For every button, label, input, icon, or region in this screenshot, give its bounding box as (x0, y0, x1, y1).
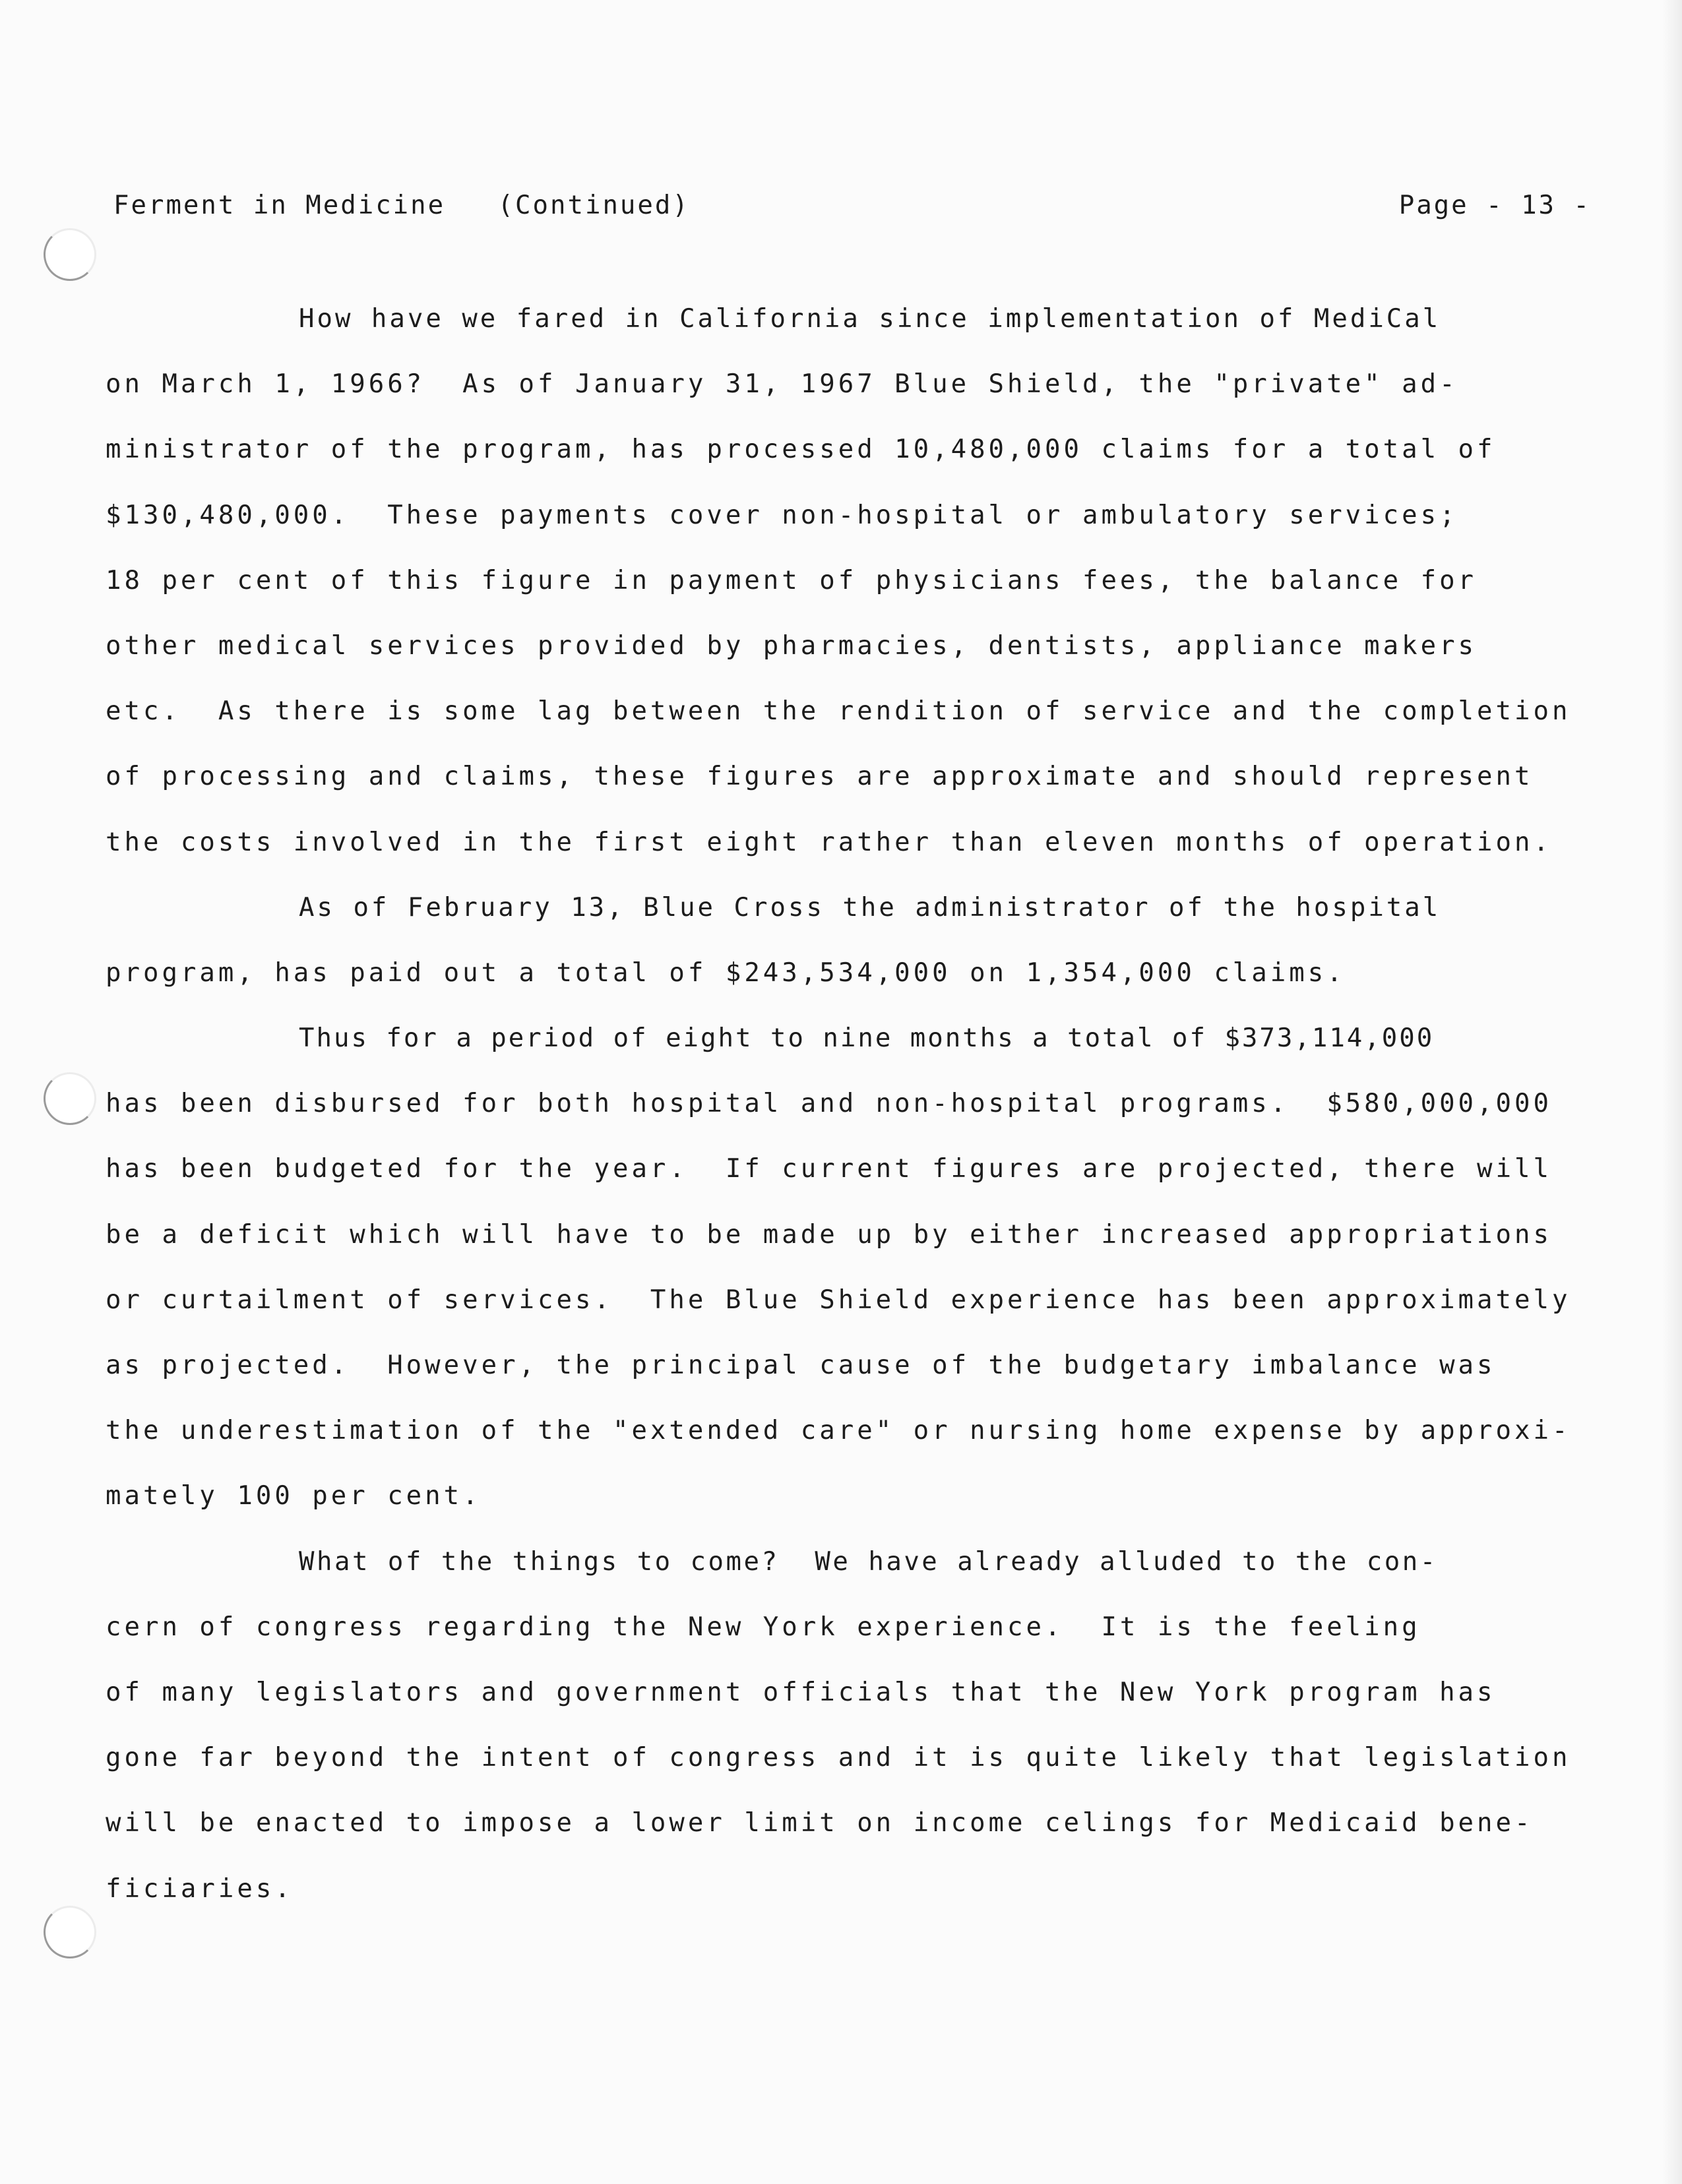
text-line: cern of congress regarding the New York experience. It is the feeling (106, 1612, 1421, 1642)
text-line: As of February 13, Blue Cross the administrator of the hospital (299, 892, 1441, 923)
text-line: Thus for a period of eight to nine months a total of $373,114,000 (299, 1023, 1435, 1054)
paragraph (106, 1529, 1636, 1922)
text-line: be a deficit which will have to be made up by either increased appropriations (106, 1219, 1552, 1250)
paragraph (106, 1006, 1636, 1529)
text-line: has been disbursed for both hospital and non-hospital programs. $580,000,000 (106, 1089, 1552, 1119)
text-line: will be enacted to impose a lower limit on income celings for Medicaid bene- (106, 1808, 1534, 1838)
text-line: other medical services provided by pharmacies, dentists, appliance makers (106, 630, 1478, 661)
text-line: gone far beyond the intent of congress and it is quite likely that legislation (106, 1743, 1571, 1773)
text-line: or curtailment of services. The Blue Shield experience has been approximately (106, 1285, 1571, 1315)
punch-hole-top (44, 228, 96, 281)
text-line: as projected. However, the principal cause of the budgetary imbalance was (106, 1350, 1496, 1380)
text-line: of many legislators and government officials that the New York program has (106, 1677, 1496, 1707)
punch-hole-bottom (44, 1906, 96, 1958)
paragraph (106, 875, 1636, 1006)
text-line: ficiaries. (106, 1873, 294, 1904)
text-line: 18 per cent of this figure in payment of physicians fees, the balance for (106, 565, 1478, 595)
text-line: ministrator of the program, has processed 10,480,000 claims for a total of (106, 435, 1496, 465)
text-line: on March 1, 1966? As of January 31, 1967 Blue Shield, the "private" ad- (106, 369, 1458, 400)
text-line: the underestimation of the "extended care" or nursing home expense by approxi- (106, 1416, 1571, 1446)
page-header (113, 186, 1591, 226)
text-line: mately 100 per cent. (106, 1481, 482, 1511)
text-line: How have we fared in California since implementation of MediCal (299, 304, 1441, 334)
text-line: has been budgeted for the year. If current figures are projected, there will (106, 1154, 1552, 1184)
paragraph (106, 286, 1636, 875)
text-line: What of the things to come? We have already alluded to the con- (299, 1546, 1438, 1577)
text-line: of processing and claims, these figures are approximate and should represent (106, 762, 1534, 792)
text-line: $130,480,000. These payments cover non-hospital or ambulatory services; (106, 500, 1458, 530)
text-line: the costs involved in the first eight rather than eleven months of operation. (106, 827, 1552, 857)
text-line: program, has paid out a total of $243,534,000 on 1,354,000 claims. (106, 957, 1346, 988)
text-line: etc. As there is some lag between the rendition of service and the completion (106, 696, 1571, 727)
page-edge-shadow (1662, 0, 1682, 2184)
punch-hole-middle (44, 1072, 96, 1125)
page-number: Page - 13 - (1398, 191, 1591, 220)
header-title: Ferment in Medicine (Continued) (113, 191, 690, 220)
body-text (106, 286, 1636, 1922)
